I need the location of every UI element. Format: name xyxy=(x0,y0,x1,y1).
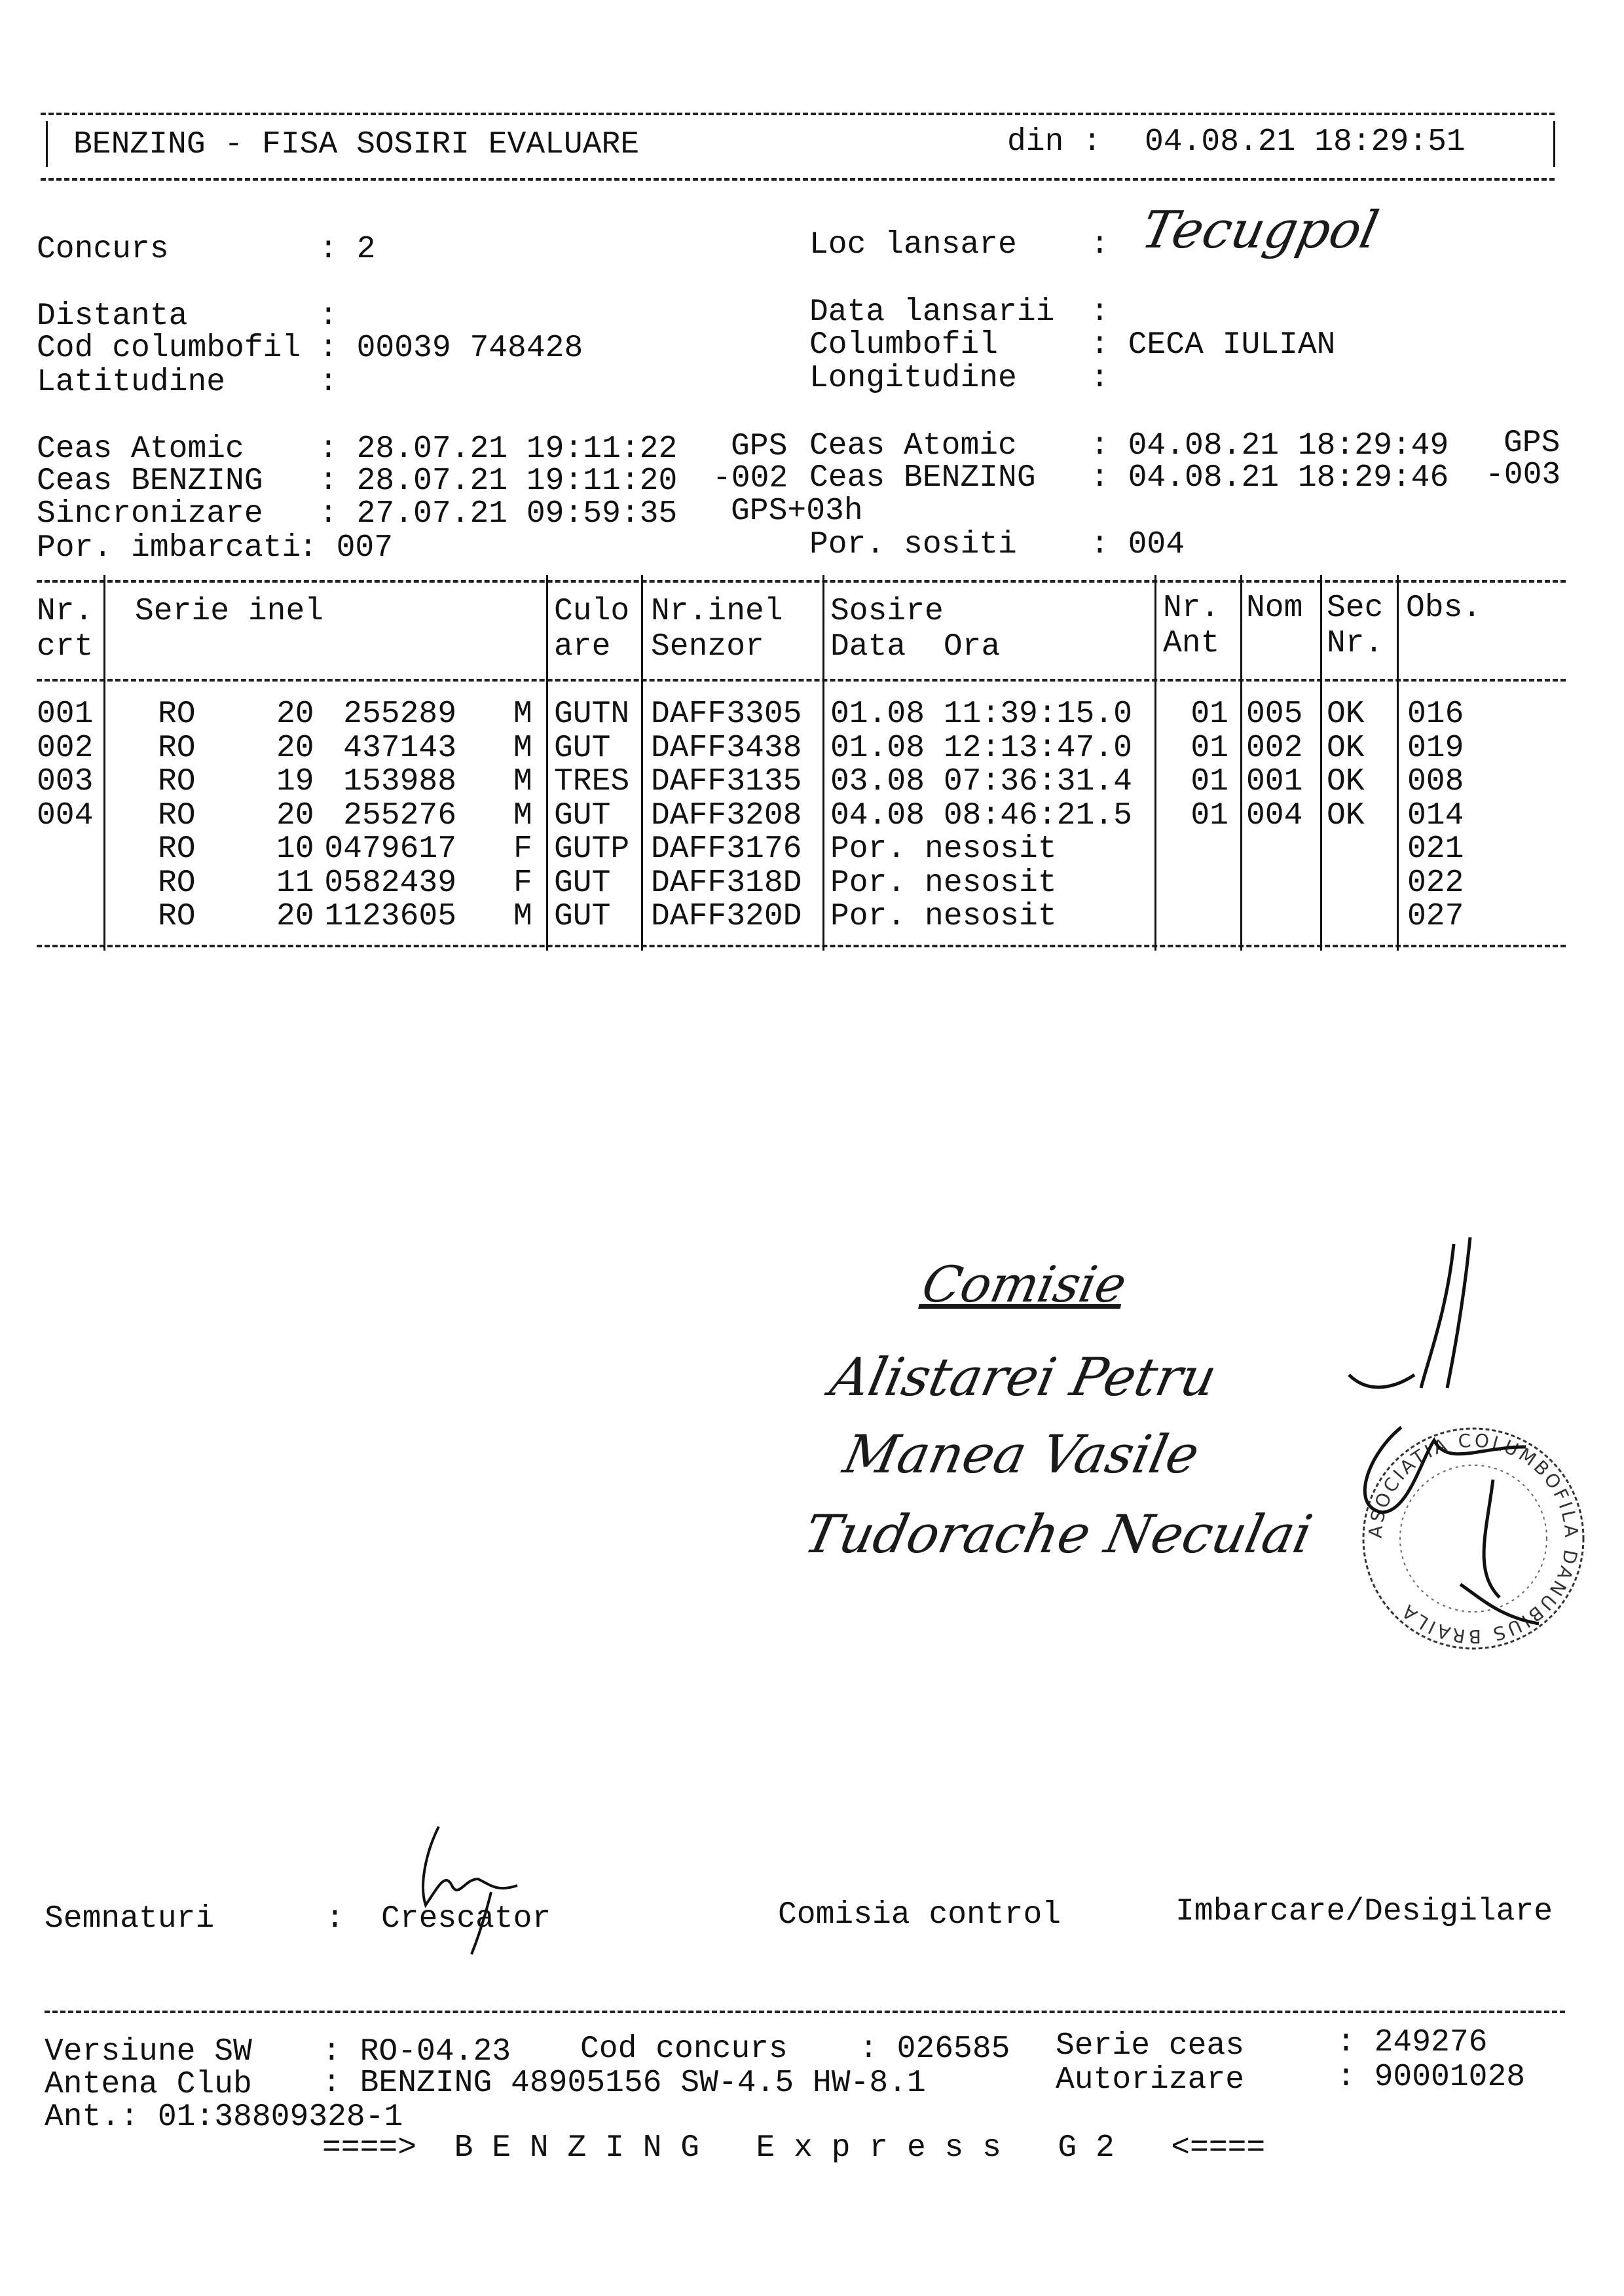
stamp-text: ASOCIATIA COLUMBOFILA DANUBIUS BRAILA xyxy=(1364,1429,1583,1648)
concurs-value: : 2 xyxy=(319,232,376,267)
column-separator-header xyxy=(1240,575,1242,686)
signatures-label: Semnaturi xyxy=(45,1901,215,1937)
cell-numar: 255289 xyxy=(343,697,456,732)
print-date: 04.08.21 18:29:51 xyxy=(1145,124,1466,160)
cell-tara: RO xyxy=(158,865,196,901)
clock-suffix: GPS xyxy=(1504,426,1560,461)
th-nom: Nom xyxy=(1246,591,1303,626)
clock-label: Por. imbarcati xyxy=(37,530,301,566)
ant-line: Ant.: 01:38809328-1 xyxy=(45,2100,403,2135)
cell-culoare: GUTN xyxy=(554,697,630,732)
cell-tara: RO xyxy=(158,797,196,833)
cell-nom: 004 xyxy=(1246,797,1303,833)
cell-sex: M xyxy=(513,899,532,934)
header-box-bottom xyxy=(41,178,1555,181)
serie-ceas-label: Serie ceas xyxy=(1056,2028,1245,2064)
cell-an: 11 xyxy=(276,865,314,901)
cell-sex: M xyxy=(513,697,532,732)
cell-senzor: DAFF3208 xyxy=(651,797,802,833)
column-separator-body xyxy=(822,673,824,951)
th-nr-2: crt xyxy=(37,629,94,665)
cell-nom: 001 xyxy=(1246,764,1303,799)
cell-senzor: DAFF3438 xyxy=(651,730,802,766)
cell-an: 20 xyxy=(276,697,314,732)
column-separator-body xyxy=(641,673,643,951)
autorizare-label: Autorizare xyxy=(1056,2062,1245,2098)
cod-columbofil-value: : 00039 748428 xyxy=(319,331,583,366)
cell-obs: 014 xyxy=(1407,797,1464,833)
antena-value: : BENZING 48905156 SW-4.5 HW-8.1 xyxy=(322,2066,926,2101)
cell-tara: RO xyxy=(158,899,196,934)
table-rule-top xyxy=(37,580,1566,583)
cell-senzor: DAFF320D xyxy=(651,899,802,934)
cell-sosire: 01.08 11:39:15.0 xyxy=(830,697,1132,732)
cell-senzor: DAFF3135 xyxy=(651,764,802,799)
cell-culoare: GUT xyxy=(554,730,611,766)
commission-signature xyxy=(1349,1237,1539,1624)
th-sosire-2: Data Ora xyxy=(830,629,1001,665)
handwritten-name-3: Tudorache Neculai xyxy=(799,1504,1318,1565)
cell-ant: 01 xyxy=(1190,797,1228,833)
th-sec: Sec xyxy=(1327,591,1384,626)
th-ant: Nr. xyxy=(1163,591,1220,626)
cell-tara: RO xyxy=(158,730,196,766)
cell-numar: 437143 xyxy=(343,730,456,766)
clock-value: : 004 xyxy=(1090,527,1185,562)
cell-nom: 005 xyxy=(1246,697,1303,732)
handwritten-name-1: Alistarei Petru xyxy=(825,1347,1222,1408)
clock-label: Por. sositi xyxy=(809,527,1017,562)
cell-nr: 003 xyxy=(37,764,94,799)
cell-obs: 022 xyxy=(1407,865,1464,901)
cell-nr: 004 xyxy=(37,797,94,833)
cell-senzor: DAFF3176 xyxy=(651,831,802,867)
cell-culoare: TRES xyxy=(554,764,630,799)
data-lansarii-label: Data lansarii xyxy=(809,295,1055,330)
column-separator-header xyxy=(1397,575,1399,686)
clock-suffix: GPS xyxy=(731,429,788,464)
commission-stamp xyxy=(1329,1231,1617,1650)
loc-lansare-label: Loc lansare xyxy=(809,227,1017,263)
data-lansarii-value: : xyxy=(1090,295,1109,330)
document-title: BENZING - FISA SOSIRI EVALUARE xyxy=(73,127,640,162)
column-separator-header xyxy=(103,575,105,686)
clock-suffix: -002 xyxy=(712,461,788,496)
cell-sec: OK xyxy=(1327,797,1365,833)
column-separator-body xyxy=(1240,673,1242,951)
clock-value: : 27.07.21 09:59:35 xyxy=(319,496,678,532)
th-sosire: Sosire xyxy=(830,594,944,629)
table-rule-bottom xyxy=(37,945,1566,947)
column-separator-header xyxy=(822,575,824,686)
cell-numar: 153988 xyxy=(343,764,456,799)
cell-numar: 0582439 xyxy=(324,865,456,901)
autorizare-value: : 90001028 xyxy=(1337,2060,1526,2095)
cell-numar: 0479617 xyxy=(324,831,456,867)
columbofil-value: : CECA IULIAN xyxy=(1090,327,1336,363)
cell-sec: OK xyxy=(1327,730,1365,766)
cell-obs: 019 xyxy=(1407,730,1464,766)
cod-concurs-label: Cod concurs xyxy=(580,2032,788,2067)
cell-tara: RO xyxy=(158,764,196,799)
header-box-top xyxy=(41,113,1555,115)
cell-an: 20 xyxy=(276,797,314,833)
cell-ant: 01 xyxy=(1190,697,1228,732)
column-separator-body xyxy=(1154,673,1156,951)
cell-culoare: GUT xyxy=(554,865,611,901)
cell-sex: F xyxy=(513,865,532,901)
handwritten-name-2: Manea Vasile xyxy=(838,1424,1205,1485)
cell-sec: OK xyxy=(1327,764,1365,799)
cod-concurs-value: : 026585 xyxy=(859,2032,1010,2067)
cell-sex: M xyxy=(513,764,532,799)
header-box-right xyxy=(1553,121,1555,167)
cell-an: 19 xyxy=(276,764,314,799)
distanta-label: Distanta xyxy=(37,299,188,334)
brand-line: ====> B E N Z I N G E x p r e s s G 2 <==== xyxy=(322,2130,1266,2166)
clock-label: Ceas BENZING xyxy=(809,460,1036,496)
cell-numar: 1123605 xyxy=(324,899,456,934)
clock-label: Ceas Atomic xyxy=(37,431,244,467)
cell-obs: 021 xyxy=(1407,831,1464,867)
cell-nr: 002 xyxy=(37,730,94,766)
cell-sosire: Por. nesosit xyxy=(830,865,1057,901)
crescator-label: Crescator xyxy=(381,1901,551,1937)
header-box-left xyxy=(46,121,48,167)
cell-an: 20 xyxy=(276,730,314,766)
loc-lansare-colon: : xyxy=(1090,227,1109,263)
cell-sosire: 04.08 08:46:21.5 xyxy=(830,797,1132,833)
column-separator-body xyxy=(546,673,548,951)
cell-culoare: GUTP xyxy=(554,831,630,867)
cell-sec: OK xyxy=(1327,697,1365,732)
column-separator-body xyxy=(1320,673,1322,951)
crescator-signature xyxy=(367,1813,563,1958)
th-serie: Serie inel xyxy=(135,594,324,629)
cell-senzor: DAFF3305 xyxy=(651,697,802,732)
antena-label: Antena Club xyxy=(45,2067,252,2102)
column-separator-header xyxy=(1320,575,1322,686)
clock-value: : 28.07.21 19:11:20 xyxy=(319,464,678,499)
column-separator-header xyxy=(641,575,643,686)
cell-culoare: GUT xyxy=(554,797,611,833)
clock-value: : 04.08.21 18:29:49 xyxy=(1090,428,1449,464)
cell-sosire: 03.08 07:36:31.4 xyxy=(830,764,1132,799)
cell-an: 20 xyxy=(276,899,314,934)
footer-rule xyxy=(45,2011,1565,2013)
clock-suffix: -003 xyxy=(1485,458,1561,493)
cell-nom: 002 xyxy=(1246,730,1303,766)
longitudine-label: Longitudine xyxy=(809,361,1017,396)
cell-senzor: DAFF318D xyxy=(651,865,802,901)
columbofil-label: Columbofil xyxy=(809,327,999,363)
cell-sex: F xyxy=(513,831,532,867)
cell-tara: RO xyxy=(158,831,196,867)
cell-ant: 01 xyxy=(1190,730,1228,766)
clock-label: Sincronizare xyxy=(37,496,263,532)
clock-value: : 04.08.21 18:29:46 xyxy=(1090,460,1449,496)
cell-sex: M xyxy=(513,797,532,833)
clock-value: : 007 xyxy=(299,530,394,566)
column-separator-header xyxy=(1154,575,1156,686)
versiune-label: Versiune SW xyxy=(45,2034,252,2069)
th-sec-2: Nr. xyxy=(1327,626,1384,661)
cell-culoare: GUT xyxy=(554,899,611,934)
th-senzor-2: Senzor xyxy=(651,629,764,665)
cell-obs: 008 xyxy=(1407,764,1464,799)
concurs-label: Concurs xyxy=(37,232,169,267)
svg-text:ASOCIATIA COLUMBOFILA DANUBIUS xyxy=(1365,1430,1583,1647)
column-separator-header xyxy=(546,575,548,686)
distanta-value: : xyxy=(319,299,338,334)
cell-sosire: Por. nesosit xyxy=(830,899,1057,934)
th-senzor: Nr.inel xyxy=(651,594,783,629)
table-rule-header xyxy=(37,679,1566,682)
clock-suffix: GPS+03h xyxy=(731,494,863,529)
th-ant-2: Ant xyxy=(1163,626,1220,661)
cell-sex: M xyxy=(513,730,532,766)
cell-obs: 016 xyxy=(1407,697,1464,732)
cell-sosire: 01.08 12:13:47.0 xyxy=(830,730,1132,766)
imbarcare-label: Imbarcare/Desigilare xyxy=(1175,1894,1553,1929)
clock-label: Ceas BENZING xyxy=(37,464,263,499)
serie-ceas-value: : 249276 xyxy=(1337,2025,1488,2060)
handwritten-commission-title: Comisie xyxy=(917,1255,1132,1313)
versiune-value: : RO-04.23 xyxy=(322,2034,511,2069)
th-culoare-2: are xyxy=(554,629,611,665)
clock-value: : 28.07.21 19:11:22 xyxy=(319,431,678,467)
loc-lansare-handwritten: Tecugpol xyxy=(1136,201,1384,260)
cell-an: 10 xyxy=(276,831,314,867)
column-separator-body xyxy=(1397,673,1399,951)
cell-nr: 001 xyxy=(37,697,94,732)
cell-sosire: Por. nesosit xyxy=(830,831,1057,867)
cell-tara: RO xyxy=(158,697,196,732)
cell-obs: 027 xyxy=(1407,899,1464,934)
signatures-colon: : xyxy=(325,1901,344,1937)
longitudine-value: : xyxy=(1090,361,1109,396)
latitudine-value: : xyxy=(319,365,338,400)
comisia-control-label: Comisia control xyxy=(778,1897,1061,1933)
cod-columbofil-label xyxy=(37,331,301,366)
th-culoare: Culo xyxy=(554,594,630,629)
clock-label: Ceas Atomic xyxy=(809,428,1017,464)
cell-ant: 01 xyxy=(1190,764,1228,799)
cell-numar: 255276 xyxy=(343,797,456,833)
column-separator-body xyxy=(103,673,105,951)
cod-columbofil-label-text: Cod columbofil xyxy=(37,331,301,366)
th-obs: Obs. xyxy=(1406,591,1482,626)
th-nr: Nr. xyxy=(37,594,94,629)
print-date-label: din : xyxy=(1007,124,1102,160)
latitudine-label: Latitudine xyxy=(37,365,226,400)
